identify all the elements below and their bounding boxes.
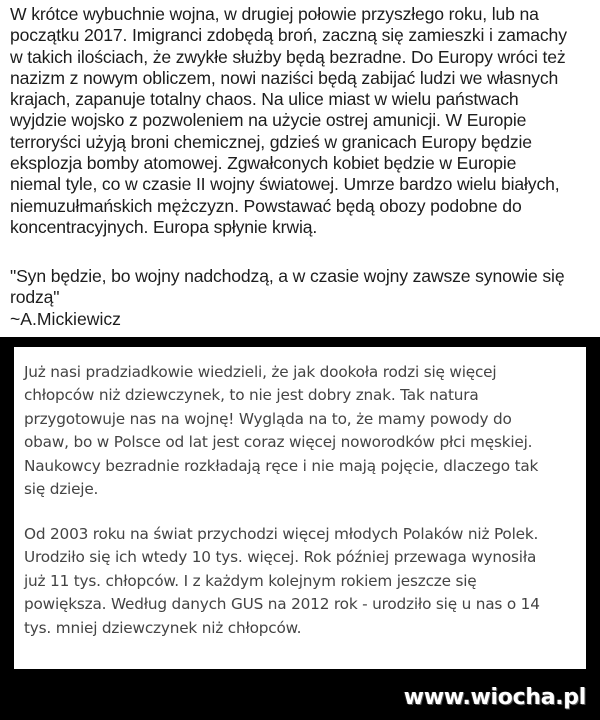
article-line: obaw, bo w Polsce od lat jest coraz więcej noworodków płci męskiej. bbox=[24, 433, 533, 452]
article-line: Urodziło się ich wtedy 10 tys. więcej. Rok później przewaga wynosiła bbox=[24, 548, 537, 567]
post-line: koncentracyjnych. Europa spłynie krwią. bbox=[10, 216, 318, 237]
post-line: krajach, zapanuje totalny chaos. Na ulice miast w wielu państwach bbox=[10, 89, 519, 110]
article-line: chłopców niż dziewczynek, to nie jest dobry znak. Tak natura bbox=[24, 386, 479, 405]
article-line: przygotowuje nas na wojnę! Wygląda na to, że mamy powody do bbox=[24, 409, 512, 428]
post-line: początku 2017. Imigranci zdobędą broń, zaczną się zamieszki i zamachy bbox=[10, 25, 567, 46]
article-paragraph-1 bbox=[24, 361, 576, 501]
watermark-logo: www.wiocha.pl bbox=[403, 685, 586, 710]
quote-line: "Syn będzie, bo wojny nadchodzą, a w czasie wojny zawsze synowie się bbox=[10, 266, 565, 286]
post-line: eksplozja bomby atomowej. Zgwałconych kobiet będzie w Europie bbox=[10, 153, 517, 174]
article-line: Naukowcy bezradnie rozkładają ręce i nie mają pojęcie, dlaczego tak bbox=[24, 456, 539, 475]
article-line: tys. mniej dziewczynek niż chłopców. bbox=[24, 618, 302, 637]
post-line: niemal tyle, co w czasie II wojny światowej. Umrze bardzo wielu białych, bbox=[10, 174, 560, 195]
post-body bbox=[10, 4, 592, 238]
post-line: w takich ilościach, że zwykłe służby będą bezradne. Do Europy wróci też bbox=[10, 46, 566, 67]
article-line: już 11 tys. chłopców. I z każdym kolejnym rokiem jeszcze się bbox=[24, 571, 477, 590]
post-line: terroryści użyją broni chemicznej, gdzieś w granicach Europy będzie bbox=[10, 131, 532, 152]
quote-line: rodzą" bbox=[10, 287, 60, 308]
post-line: nazizm z nowym obliczem, nowi naziści będą zabijać ludzi we własnych bbox=[10, 67, 559, 88]
quote bbox=[10, 266, 592, 309]
article-line: Już nasi pradziadkowie wiedzieli, że jak dookoła rodzi się więcej bbox=[24, 363, 497, 381]
post-line: W krótce wybuchnie wojna, w drugiej połowie przyszłego roku, lub na bbox=[10, 4, 539, 24]
article-line: Od 2003 roku na świat przychodzi więcej młodych Polaków niż Polek. bbox=[24, 525, 539, 543]
article-line: powiększa. Według danych GUS na 2012 rok - urodziło się u nas o 14 bbox=[24, 595, 540, 614]
quote-author: ~A.Mickiewicz bbox=[10, 309, 121, 329]
post-line: niemuzułmańskich mężczyzn. Powstawać będą obozy podobne do bbox=[10, 195, 522, 216]
post-line: wyjdzie wojsko z pozwoleniem na użycie ostrej amunicji. W Europie bbox=[10, 110, 527, 131]
article-line: się dzieje. bbox=[24, 480, 99, 499]
post-section bbox=[0, 0, 600, 340]
article-paragraph-2 bbox=[24, 523, 576, 640]
